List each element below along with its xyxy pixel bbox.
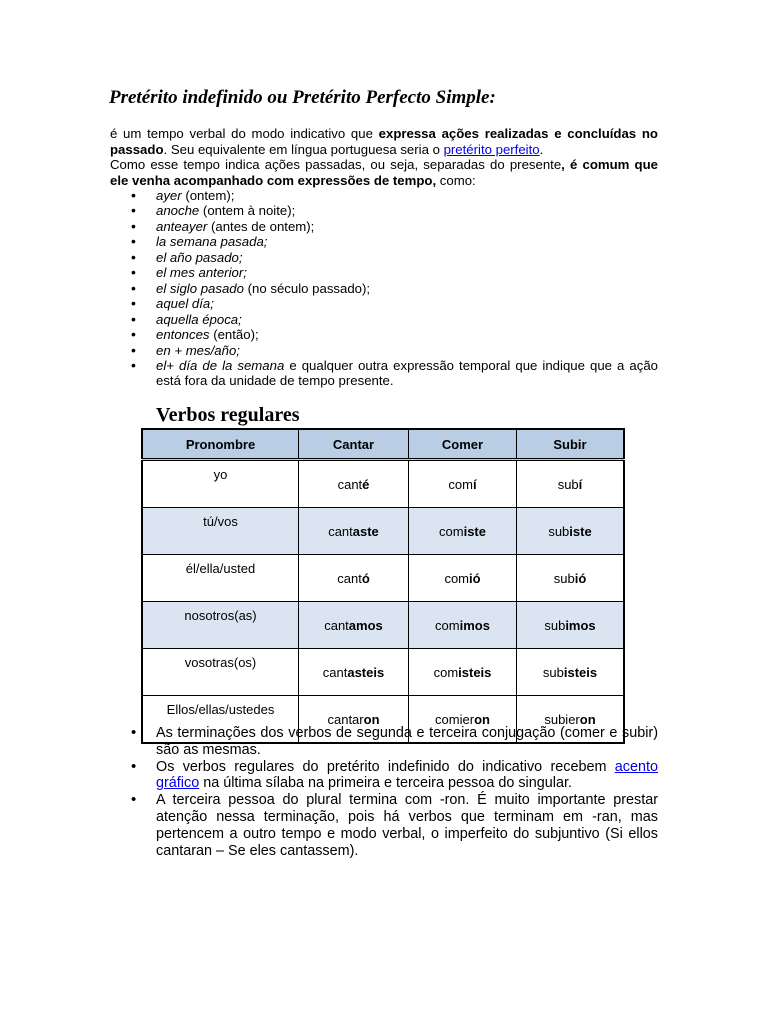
pronoun-cell: tú/vos [142,508,299,555]
conjugation-table [141,428,625,744]
list-item: • el siglo pasado (no século passado); [110,281,658,296]
subir-cell: subimos [517,602,625,649]
comer-cell: comiste [409,508,517,555]
list-item: • el año pasado; [110,250,658,265]
acento-grafico-link[interactable]: acento gráfico [156,758,658,792]
intro-paragraph-2: Como esse tempo indica ações passadas, ou seja, separadas do presente, é comum que ele venha acompanhado com expressões de tempo, como: [110,157,658,188]
table-row [142,460,624,508]
time-expressions-list [110,188,658,389]
list-item: • entonces (então); [110,327,658,342]
pronoun-cell: vosotras(os) [142,649,299,696]
list-item: • ayer (ontem); [110,188,658,203]
subir-cell: subió [517,555,625,602]
pronoun-cell: Ellos/ellas/ustedes [142,696,299,744]
subir-cell: subisteis [517,649,625,696]
comer-cell: comimos [409,602,517,649]
page-title: Pretérito indefinido ou Pretérito Perfecto Simple: [109,87,496,108]
list-item: • en + mes/año; [110,343,658,358]
list-item: • A terceira pessoa do plural termina com -ron. É muito importante prestar atenção nessa terminação, pois há verbos que terminam em -ran, mas pertencem a outro tempo e modo verbal, o imperfeito do subjuntivo (Si ellos cantaran – Se eles cantassem). [110,792,658,859]
cantar-cell: cantó [299,555,409,602]
notes-list [110,725,658,859]
comer-cell: comí [409,460,517,508]
list-item: • el+ día de la semana e qualquer outra expressão temporal que indique que a ação está fora da unidade de tempo presente. [110,358,658,389]
preterito-perfeito-link[interactable]: pretérito perfeito [443,141,540,157]
cantar-cell: cantasteis [299,649,409,696]
table-row [142,508,624,555]
list-item: • anteayer (antes de ontem); [110,219,658,234]
cantar-cell: canté [299,460,409,508]
subir-cell: subí [517,460,625,508]
header-pronombre: Pronombre [142,429,299,460]
subir-cell: subieron [517,696,625,744]
pronoun-cell: nosotros(as) [142,602,299,649]
intro-paragraph-1: é um tempo verbal do modo indicativo que expressa ações realizadas e concluídas no passado. Seu equivalente em língua portuguesa seria o pretérito perfeito. [110,126,658,157]
pronoun-cell: yo [142,460,299,508]
list-item: • aquella época; [110,312,658,327]
table-header-row [142,429,624,460]
list-item: • As terminações dos verbos de segunda e terceira conjugação (comer e subir) são as mesmas. [110,725,658,759]
list-item: • anoche (ontem à noite); [110,203,658,218]
table-row [142,649,624,696]
table-row [142,555,624,602]
list-item: • el mes anterior; [110,265,658,280]
list-item: • la semana pasada; [110,234,658,249]
header-subir: Subir [517,429,625,460]
comer-cell: comisteis [409,649,517,696]
cantar-cell: cantamos [299,602,409,649]
subir-cell: subiste [517,508,625,555]
section-title: Verbos regulares [156,404,300,426]
list-item: • aquel día; [110,296,658,311]
pronoun-cell: él/ella/usted [142,555,299,602]
intro-text [110,126,658,188]
comer-cell: comió [409,555,517,602]
cantar-cell: cantaron [299,696,409,744]
header-cantar: Cantar [299,429,409,460]
list-item: • Os verbos regulares do pretérito indefinido do indicativo recebem acento gráfico na última sílaba na primeira e terceira pessoa do singular. [110,759,658,793]
comer-cell: comieron [409,696,517,744]
header-comer: Comer [409,429,517,460]
table-row [142,602,624,649]
cantar-cell: cantaste [299,508,409,555]
